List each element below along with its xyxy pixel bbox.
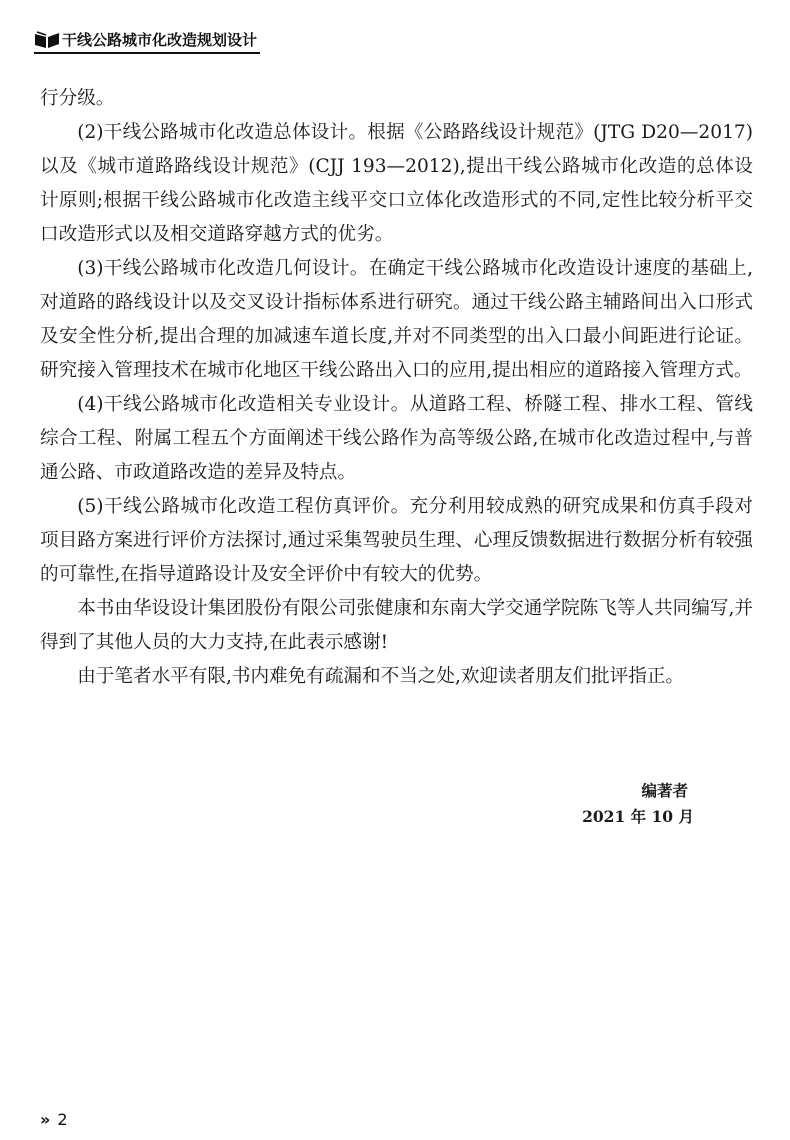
paragraph-geometric-design: (3)干线公路城市化改造几何设计。在确定干线公路城市化改造设计速度的基础上,对道路的路线设计以及交叉设计指标体系进行研究。通过干线公路主辅路间出入口形式及安全性分析,提出合理的加减速车道长度,并对不同类型的出入口最小间距进行论证。研究接入管理技术在城市化地区干线公路出入口的应用,提出相应的道路接入管理方式。: [40, 258, 753, 381]
paragraph-authors: 本书由华设设计集团股份有限公司张健康和东南大学交通学院陈飞等人共同编写,并得到了其他人员的大力支持,在此表示感谢!: [40, 598, 753, 653]
header-divider: [34, 52, 260, 54]
page-footer: [40, 1110, 68, 1129]
signature-date: 2021 年 10 月: [582, 807, 694, 826]
page-number: 2: [57, 1110, 68, 1129]
open-book-icon: [34, 31, 60, 49]
paragraph-apology: 由于笔者水平有限,书内难免有疏漏和不当之处,欢迎读者朋友们批评指正。: [77, 666, 685, 687]
double-chevron-icon: »: [40, 1110, 50, 1129]
paragraph-related-design: (4)干线公路城市化改造相关专业设计。从道路工程、桥隧工程、排水工程、管线综合工程、附属工程五个方面阐述干线公路作为高等级公路,在城市化改造过程中,与普通公路、市政道路改造的差异及特点。: [40, 394, 753, 483]
header-title: 干线公路城市化改造规划设计: [62, 31, 258, 49]
paragraph-overall-design: (2)干线公路城市化改造总体设计。根据《公路路线设计规范》(JTG D20—2017)以及《城市道路路线设计规范》(CJJ 193—2012),提出干线公路城市化改造的总体设计原则;根据干线公路城市化改造主线平交口立体化改造形式的不同,定性比较分析平交口改造形式以及相交道路穿越方式的优劣。: [40, 122, 753, 245]
signature-author: 编著者: [641, 781, 688, 800]
paragraph-continuation: 行分级。: [40, 88, 115, 109]
paragraph-simulation-evaluation: (5)干线公路城市化改造工程仿真评价。充分利用较成熟的研究成果和仿真手段对项目路方案进行评价方法探讨,通过采集驾驶员生理、心理反馈数据进行数据分析有较强的可靠性,在指导道路设计及安全评价中有较大的优势。: [40, 496, 753, 585]
signature-block: [582, 778, 694, 830]
running-header: [34, 27, 260, 55]
body-text: [40, 82, 753, 694]
